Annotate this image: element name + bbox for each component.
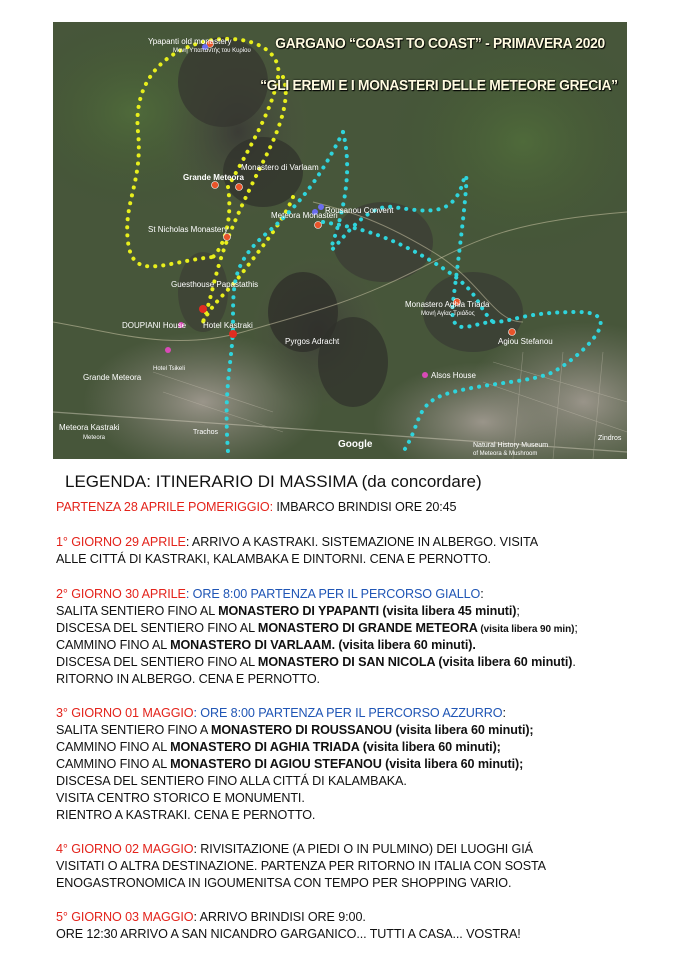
day5-text1: : ARRIVO BRINDISI ORE 9:00.: [193, 910, 366, 924]
day3-l2-visit: (visita libera 60 minuti);: [359, 740, 501, 754]
day2-line5: RITORNO IN ALBERGO. CENA E PERNOTTO.: [56, 672, 320, 686]
day3-line3: [56, 756, 523, 773]
day2-l3-visit: . (visita libera 60 minuti).: [331, 638, 476, 652]
map-label-alsos: Alsos House: [431, 371, 476, 380]
day4-label: 4° GIORNO 02 MAGGIO: [56, 842, 194, 856]
map-label-guesthouse: Guesthouse Papastathis: [171, 280, 259, 289]
map-label-meteora-kastraki: Meteora Kastraki: [59, 423, 120, 432]
day1-line1: [56, 534, 538, 551]
day2-l1-visit: (visita libera 45 minuti): [379, 604, 517, 618]
day2-l1-monastery: MONASTERO DI YPAPANTI: [218, 604, 379, 618]
day2-line3: [56, 637, 476, 654]
day3-l3-text: CAMMINO FINO AL: [56, 757, 171, 771]
map-label-varlaam: Monastero di Varlaam: [241, 163, 319, 172]
day1-line2: ALLE CITTÁ DI KASTRAKI, KALAMBAKA E DINTORNI. CENA E PERNOTTO.: [56, 552, 491, 566]
day5-line2: ORE 12:30 ARRIVO A SAN NICANDRO GARGANICO... TUTTI A CASA... VOSTRA!: [56, 927, 521, 941]
map-label-meteora-monasteri: Meteora Monasteri: [271, 211, 338, 220]
map-label-trachos: Trachos: [193, 429, 219, 436]
day3-line2: [56, 739, 501, 756]
day2-line2: [56, 620, 578, 638]
map-label-grande-meteora-2: Grande Meteora: [83, 373, 142, 382]
map-label-zindros: Zindros: [598, 435, 622, 442]
departure-text: IMBARCO BRINDISI ORE 20:45: [273, 500, 457, 514]
day2-l4-monastery: MONASTERO DI SAN NICOLA: [257, 655, 435, 669]
legend-heading: LEGENDA: ITINERARIO DI MASSIMA (da concordare): [65, 472, 482, 491]
day2-l4-end: .: [572, 655, 576, 669]
map-label-hotel-tsikeli: Hotel Tsikeli: [153, 366, 185, 372]
map-label-aghia-triada: Monastero Aghia Triada: [405, 300, 490, 309]
day2-l3-monastery: MONASTERO DI VARLAAM: [170, 638, 332, 652]
day3-l2-monastery: MONASTERO DI AGHIA TRIADA: [170, 740, 360, 754]
day2-route: : ORE 8:00 PARTENZA PER IL PERCORSO GIALLO: [185, 587, 481, 601]
day2-l4-text: DISCESA DEL SENTIERO FINO AL: [56, 655, 258, 669]
map-label-pyrgos: Pyrgos Adracht: [285, 337, 340, 346]
day3-line1: [56, 722, 534, 739]
day4-line1: [56, 841, 533, 858]
day2-line4: [56, 654, 576, 671]
map-label-rousanou: Rousanou Convent: [325, 206, 394, 215]
day3-route: : ORE 8:00 PARTENZA PER IL PERCORSO AZZURRO: [193, 706, 503, 720]
day5-line1: [56, 909, 366, 926]
day2-l3-text: CAMMINO FINO AL: [56, 638, 171, 652]
day4-text1: : RIVISITAZIONE (A PIEDI O IN PULMINO) DEI LUOGHI GIÁ: [193, 842, 533, 856]
day3-header: [56, 705, 506, 722]
map-label-meteora-small: Meteora: [83, 435, 106, 441]
day3-l1-visit: (visita libera 60 minuti);: [392, 723, 534, 737]
day3-l2-text: CAMMINO FINO AL: [56, 740, 171, 754]
day2-colon: :: [480, 587, 484, 601]
map-label-ypapanti-gr: Μονή Υπαπαντής του Κυρίου: [173, 48, 251, 54]
day2-l1-text: SALITA SENTIERO FINO AL: [56, 604, 219, 618]
day2-l2-end: ;: [574, 621, 578, 635]
day5-label: 5° GIORNO 03 MAGGIO: [56, 910, 194, 924]
day3-l3-monastery: MONASTERO DI AGIOU STEFANOU: [170, 757, 382, 771]
satellite-map: [53, 22, 627, 459]
day2-l2-visit: (visita libera 90 min): [477, 624, 575, 635]
map-label-museum: Natural History Museum: [473, 442, 549, 449]
map-label-st-nicholas: St Nicholas Monastery: [148, 225, 229, 234]
day3-l1-text: SALITA SENTIERO FINO A: [56, 723, 211, 737]
day2-header: [56, 586, 484, 603]
day4-line3: ENOGASTRONOMICA IN IGOUMENITSA CON TEMPO PER SHOPPING VARIO.: [56, 876, 512, 890]
day2-l2-text: DISCESA DEL SENTIERO FINO AL: [56, 621, 258, 635]
day2-l2-monastery: MONASTERO DI GRANDE METEORA: [257, 621, 478, 635]
map-label-hotel-kastraki: Hotel Kastraki: [203, 321, 253, 330]
poster-title-line2: “GLI EREMI E I MONASTERI DELLE METEORE GRECIA”: [260, 77, 618, 94]
map-label-grande-meteora: Grande Meteora: [183, 173, 244, 182]
day3-colon: :: [502, 706, 506, 720]
day3-l1-monastery: MONASTERO DI ROUSSANOU: [210, 723, 393, 737]
day2-line1: [56, 603, 520, 620]
poster-title-line1: GARGANO “COAST TO COAST” - PRIMAVERA 2020: [275, 35, 605, 52]
day3-line6: RIENTRO A KASTRAKI. CENA E PERNOTTO.: [56, 808, 316, 822]
map-label-doupiani: DOUPIANI House: [122, 321, 187, 330]
map-label-aghia-triada-gr: Μονή Αγίας Τριάδος: [421, 311, 475, 317]
departure-label: PARTENZA 28 APRILE POMERIGGIO:: [56, 500, 273, 514]
day3-line5: VISITA CENTRO STORICO E MONUMENTI.: [56, 791, 305, 805]
google-watermark: Google: [338, 439, 373, 450]
map-label-agiou-stefanou: Agiou Stefanou: [498, 337, 553, 346]
departure-line: [56, 499, 456, 516]
day1-text1: : ARRIVO A KASTRAKI. SISTEMAZIONE IN ALBERGO. VISITA: [185, 535, 539, 549]
day3-label: 3° GIORNO 01 MAGGIO: [56, 706, 194, 720]
day3-line4: DISCESA DEL SENTIERO FINO ALLA CITTÁ DI KALAMBAKA.: [56, 774, 407, 788]
map-label-ypapanti: Ypapanti old monastery: [148, 37, 232, 46]
day2-l4-visit: (visita libera 60 minuti): [434, 655, 573, 669]
day1-label: 1° GIORNO 29 APRILE: [56, 535, 186, 549]
day2-label: 2° GIORNO 30 APRILE: [56, 587, 186, 601]
map-label-meteora-museum: of Meteora & Mushroom: [473, 451, 538, 457]
day4-line2: VISITATI O ALTRA DESTINAZIONE. PARTENZA PER RITORNO IN ITALIA CON SOSTA: [56, 859, 546, 873]
day2-l1-end: ;: [516, 604, 520, 618]
day3-l3-visit: (visita libera 60 minuti);: [381, 757, 524, 771]
